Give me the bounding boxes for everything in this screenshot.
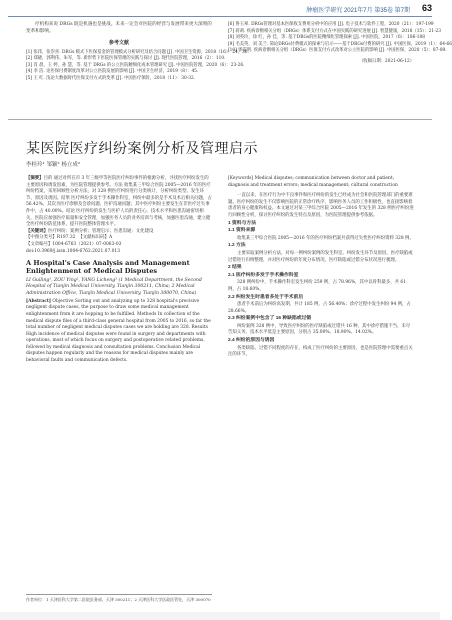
reference-item: [1] 张玮，张崇喜. DRGs 模式下医保基金的管理模式分析研究及结合问题 [J]. 中国卫生资源，2018（16）：24，30.	[26, 49, 249, 55]
subsection-heading: 1.1 资料来源	[228, 228, 256, 234]
abstract-text: 目的 通过对所在市 3 年三级甲等医院医疗纠纷事件的根源分析，寻找医疗纠纷发生的主要原因和诱发因素，为医院管理提供参考。方法 收集某三甲综合医院 2005—2016 年的医疗纠纷档案，采用回顾性分析方法，对 328 例医疗纠纷进行分类统计，分析纠纷类型、发生环节、原因及诱因。结果 医疗纠纷多发于手术操作科室，纠纷中最多的是手术及术后相关问题，占 56.42%，其次为医疗诊断及会诊问题、医护沟通问题；其中医疗纠纷主要发生在非医疗过失事件中，占 40.00%。结论 医疗纠纷的发生与医护人员的责任心、技术水平和医患沟通密切相关，医院应加强医疗质量和安全管理，加强医务人员的业务培训与考核，加强医患沟通，建立健全医疗纠纷防范体系，提升医院整体管理水平。	[26, 176, 212, 228]
paragraph: 各类缺陷、过错不同程度的存在，构成了医疗纠纷的主要原因，也是医院管理中需要重点关注的环节。	[228, 345, 413, 358]
doi: doi:10.3969/j.issn.1004-6763.2021.07.013	[26, 248, 121, 254]
classification-line	[26, 235, 212, 242]
subsection-heading: 2.3 纠纷案例中包含了 16 种缺陷或过错	[228, 316, 312, 322]
paragraph: 患者手术前后为纠纷高发期，共计 185 例，占 56.40%；诊疗过程中发生纠纷 94 例，占 28.66%。	[228, 302, 411, 314]
english-abstract-label: [Abstract]	[26, 298, 51, 304]
english-authors: LI Guiling¹, ZOU Ying², YANG Licheng² (1 Medical Department, the Second Hospital of Tianjin Medical University, Tianjin 300211, China; 2 Medical Administration Office, Tianjin Medical University, Tianjin 300070, China)	[26, 278, 202, 296]
author-affiliation-footnote: 作者单位：1 天津医科大学第二医院医务部，天津 300211；2 天津医科大学医政医管处，天津 300070	[26, 594, 212, 603]
abstract-label: 【摘要】	[26, 176, 44, 181]
page-header	[0, 0, 440, 18]
right-column	[228, 176, 414, 359]
header-rule	[8, 16, 432, 17]
references-title: 参考文献	[108, 40, 129, 46]
reference-item: [2] 郑晓，郭利伟，朱军，等. 新形势下医院医保管理的实践与探讨 [J]. 现代医院管理，2016（2）：110.	[26, 56, 226, 62]
received-date: （收稿日期：2021-06-12）	[359, 58, 414, 64]
paragraph: 主要采取案例分析方法，对每一例纠纷案例的发生科室、纠纷发生环节及原因、医疗缺陷或过错进行归纳整理，并对医疗纠纷的年度分布情况、医疗缺陷或过错分布状况进行梳理。	[228, 250, 413, 263]
article-authors: 李桂玲¹ 邹颖² 杨立成²	[26, 162, 81, 168]
keywords-label: 【关键词】	[26, 228, 48, 234]
english-abstract	[26, 299, 212, 365]
reference-item: [10] 郭雷明. 疾病诊断相关分组（DRGs）医保支付方式改革对公立医院的影响 [J]. 中国医保，2020（5）：87-89.	[228, 48, 447, 54]
subsection-heading: 2.2 纠纷发生时患者多处于手术前后	[228, 294, 304, 300]
closing-paragraph: 疗机构来说 DRGs 既是机遇也是挑战。未来一定会对医院的经营与发展带来更大深刻的变革和影响。	[26, 22, 212, 34]
article-title: 某医院医疗纠纷案例分析及管理启示	[26, 140, 258, 156]
clc-number: 【中图分类号】R197.32	[26, 235, 76, 241]
reference-item: [4] 李 洁. 论医保付费制度改革对公立医院发展的影响 [J]. 中国卫生经济，2019（8）：45.	[26, 69, 199, 75]
bottom-bar	[0, 612, 440, 620]
reference-item: [3] 肖 晨，王 婷，孙 慧，等. 基于 DRGs 的公立医院精细化成本管理研究 [J]. 中国医院管理，2020（6）：23-26.	[26, 62, 245, 68]
paragraph: 收集某三甲综合医院 2005—2016 年的医疗纠纷档案共获得过失性医疗纠纷资料 328 例。	[237, 235, 414, 241]
abstract-block	[26, 176, 212, 365]
english-abstract-text: Objective Sorting out and analyzing up to 328 hospital's precisive negligent dispute cases, the purpose to draw some medical management enlightenment from it are hopping to be fulfilled. Methods In collection of the medical dispute files of a third-class general hospital from 2005 to 2016, so far the total number of negligent medical disputes cases we are holding are 328. Results High incidence of medical disputes were found in surgery and departments with operations, most of which focus on surgery and postoperative related problems, followed by medical diagnosis and consultation problems. Conclusion Medical disputes happen regularly and the reasons for medical disputes mainly are behavioral faults and communication defects.	[26, 298, 211, 364]
references-left	[26, 36, 249, 83]
subsection-heading: 1.2 方法	[228, 243, 246, 249]
reference-item: [9] 毛美英，刘 美兰. 简论DRGs付费模式的探索与启示——基于DRGs付费的研究 [J]. 中国医保，2019（1）：64-66	[228, 41, 452, 47]
references-right	[228, 22, 452, 66]
top-left-column	[26, 22, 212, 37]
subsection-heading: 2.1 医疗纠纷多发于手术操作科室	[228, 272, 299, 278]
journal-name: 肿瘤医学研究 2021年7月 第35卷 第7期	[306, 8, 410, 14]
reference-item: [7] 蒋莉. 疾病诊断相关分组（DRGs）体系支付方式在中国实践的研究进展 [J]. 智慧健康，2018（15）：21-23	[228, 28, 441, 34]
paragraph: 纠纷案例 328 例中，导致医疗纠纷的医疗缺陷或过错共 16 种，其中诊疗措施不当、未尽告知义务、技术水平低是主要原因，分别占 35.00%、18.90%、14.02%。	[228, 323, 411, 336]
english-title: A Hospital's Case Analysis and Management Enlightenment of Medical Disputes	[26, 259, 190, 276]
section-heading: 2 结果	[228, 265, 242, 271]
page-number: 63	[421, 3, 432, 13]
doc-code: 【文献标识码】A	[78, 235, 113, 241]
keywords-text: 医疗纠纷；案例分析；管理启示；医患沟通；文化建设	[47, 228, 154, 234]
reference-item: [6] 鲁玉翠. DRGs管理对基本医保收支费用分析中的应用 [J]. 电子技术与软件工程，2020（21）：197-199	[228, 22, 434, 27]
section-divider	[8, 119, 432, 120]
intro-paragraph: 一直以来，在医疗行为中不良事件和医疗纠纷的发生已经成为社会和医院管理部门的重要难题。医疗纠纷的发生不仅影响医院的正常诊疗秩序，影响医务人员的工作积极性，也直接影响着患者的身心健康和权益。本文通过对某三甲综合医院 2005—2016 年发生的 328 例医疗纠纷进行回顾性分析，探讨医疗纠纷的发生特点及原因，为医院管理提供参考依据。	[228, 193, 414, 218]
paragraph: 328 例纠纷中，手术操作科室发生纠纷 259 例，占 78.96%，其中以骨科最多，共 61 例，占 18.60%。	[228, 280, 407, 292]
article-number: 【文章编号】1004-6763（2021）07-0063-03	[26, 241, 122, 247]
section-heading: 1 资料与方法	[228, 220, 256, 226]
subsection-heading: 2.4 纠纷的原因与诱因	[228, 338, 275, 344]
cn-abstract	[26, 176, 212, 229]
reference-item: [5] 王 红. 浅论大数据时代医保支付方式的变革 [J]. 中国医疗保险，2018（11）：30-32.	[26, 75, 196, 81]
english-keywords: [Keywords] Medical disputes; communication between doctor and patient; diagnosis and treatment errors; medical management; cultural construction	[228, 176, 398, 188]
reference-item: [8] 刘英玲，徐 红，孙 佳，等. 基于DRGs的医院精细化管理探索 [J]. 中国医院，2017（6）：186-188	[228, 35, 425, 41]
